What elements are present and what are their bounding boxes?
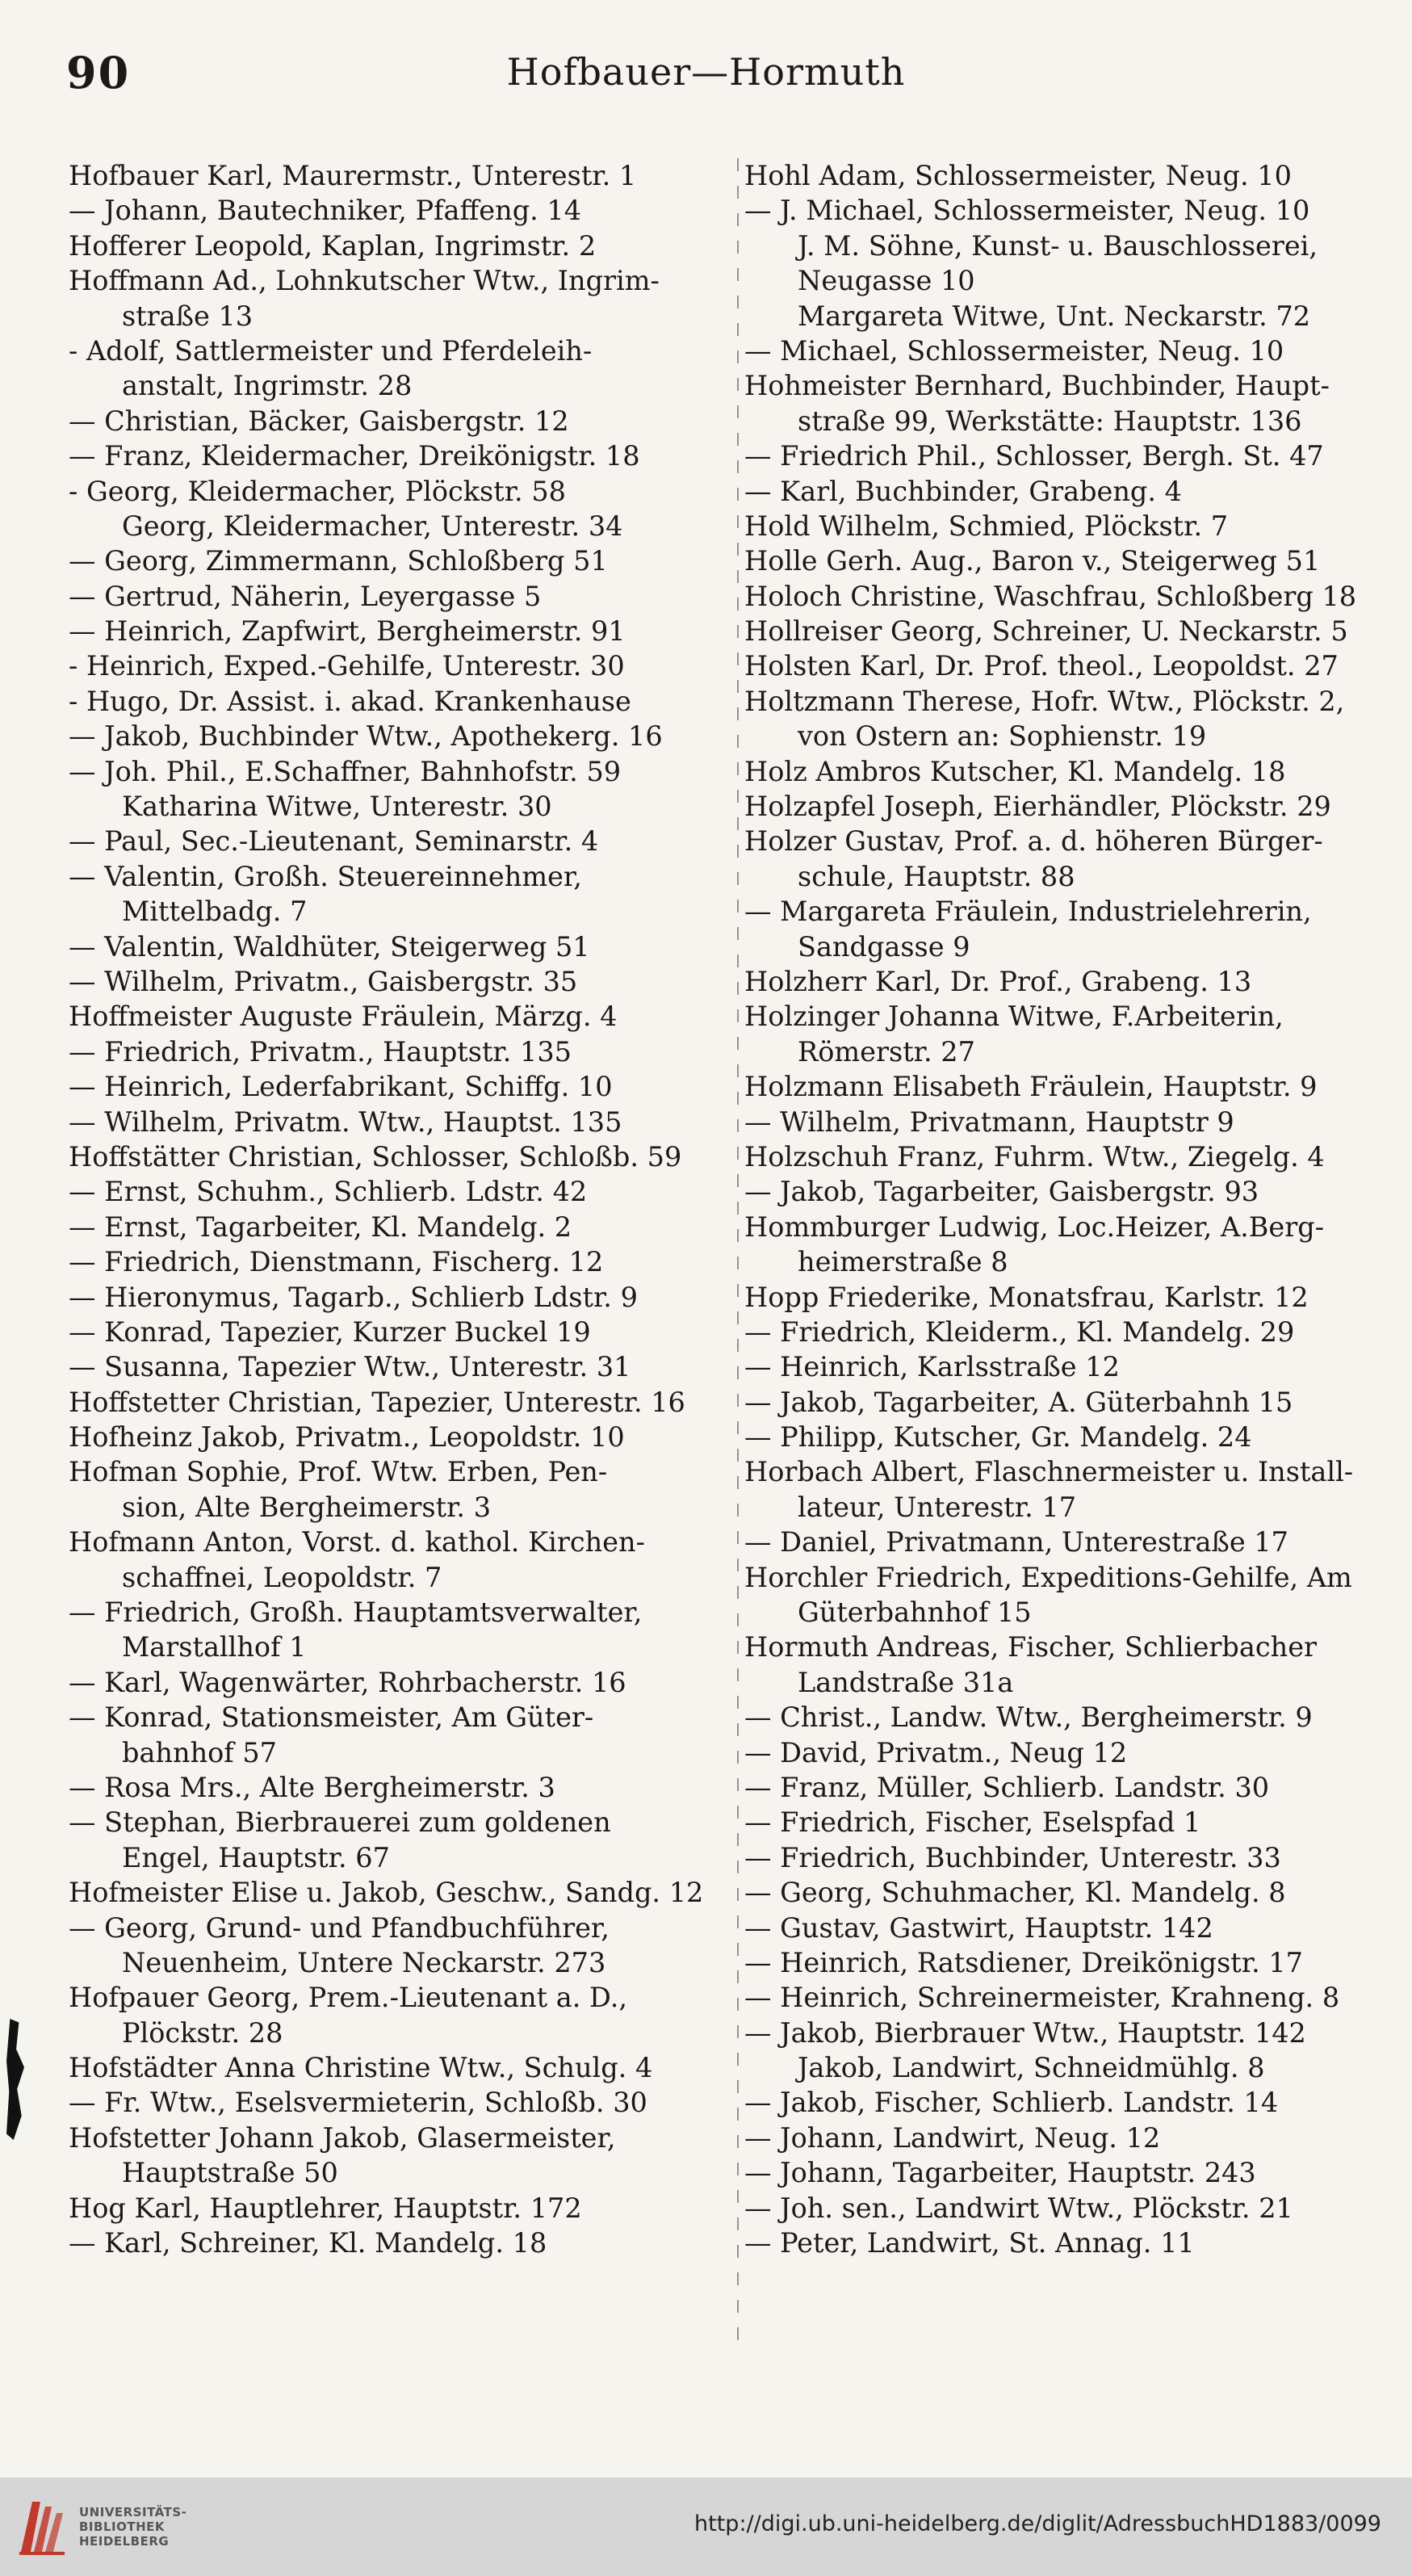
directory-entry-line: — Konrad, Tapezier, Kurzer Buckel 19 — [69, 1315, 591, 1348]
directory-entry-line: — Heinrich, Ratsdiener, Dreikönigstr. 17 — [744, 1946, 1304, 1978]
directory-entry-line: — Hieronymus, Tagarb., Schlierb Ldstr. 9 — [69, 1281, 638, 1313]
running-head: Hofbauer—Hormuth — [506, 50, 906, 94]
directory-entry-line: Hoffstätter Christian, Schlosser, Schloßb. 59 — [69, 1140, 682, 1173]
directory-entry-line: — Wilhelm, Privatm., Gaisbergstr. 35 — [69, 965, 578, 997]
directory-entry-line: Hoffmann Ad., Lohnkutscher Wtw., Ingrim- — [69, 265, 660, 297]
directory-entry-line: — Karl, Wagenwärter, Rohrbacherstr. 16 — [69, 1666, 626, 1698]
directory-entry-line: — Philipp, Kutscher, Gr. Mandelg. 24 — [744, 1421, 1252, 1454]
directory-entry-line: — Johann, Landwirt, Neug. 12 — [744, 2121, 1161, 2154]
directory-entry-line: - Adolf, Sattlermeister und Pferdeleih- — [69, 334, 593, 367]
directory-entry-line: Holzmann Elisabeth Fräulein, Hauptstr. 9 — [744, 1071, 1318, 1103]
library-name-line: BIBLIOTHEK — [79, 2519, 165, 2534]
directory-entry-line: Hohl Adam, Schlossermeister, Neug. 10 — [744, 160, 1292, 191]
directory-entry-line: — Heinrich, Schreinermeister, Krahneng. 8 — [744, 1982, 1340, 2014]
directory-entry-line: Holzapfel Joseph, Eierhändler, Plöckstr. 29 — [744, 791, 1331, 823]
directory-entry-line: Horchler Friedrich, Expeditions-Gehilfe, Am — [744, 1561, 1352, 1593]
directory-entry-line: Hoffmeister Auguste Fräulein, Märzg. 4 — [69, 1001, 618, 1033]
directory-entry-line: — Karl, Schreiner, Kl. Mandelg. 18 — [69, 2227, 547, 2259]
page-header — [0, 47, 1412, 103]
directory-entry-line: — Christian, Bäcker, Gaisbergstr. 12 — [69, 405, 569, 437]
directory-entry-line: — Georg, Grund- und Pfandbuchführer, — [69, 1911, 610, 1944]
directory-entry-line: — Friedrich Phil., Schlosser, Bergh. St. 47 — [744, 440, 1324, 472]
directory-entry-line: Holzherr Karl, Dr. Prof., Grabeng. 13 — [744, 965, 1252, 997]
column-divider — [737, 158, 739, 2355]
directory-entry-line: — Johann, Bautechniker, Pfaffeng. 14 — [69, 195, 582, 227]
directory-entry-line: Neuenheim, Untere Neckarstr. 273 — [122, 1946, 606, 1978]
university-logo-icon — [16, 2495, 68, 2557]
directory-entry-line: — Johann, Tagarbeiter, Hauptstr. 243 — [744, 2157, 1256, 2189]
directory-entry-line: — Georg, Schuhmacher, Kl. Mandelg. 8 — [744, 1877, 1286, 1909]
directory-entry-line: Hofpauer Georg, Prem.-Lieutenant a. D., — [69, 1982, 628, 2014]
directory-entry-line: Güterbahnhof 15 — [798, 1596, 1032, 1629]
directory-entry-line: von Ostern an: Sophienstr. 19 — [798, 720, 1207, 753]
directory-entry-line: Holzinger Johanna Witwe, F.Arbeiterin, — [744, 1001, 1284, 1033]
directory-entry-line: — Michael, Schlossermeister, Neug. 10 — [744, 334, 1284, 367]
directory-entry-line: — Jakob, Bierbrauer Wtw., Hauptstr. 142 — [744, 2016, 1306, 2049]
directory-entry-line: schaffnei, Leopoldstr. 7 — [122, 1561, 442, 1593]
directory-entry-line: Hofferer Leopold, Kaplan, Ingrimstr. 2 — [69, 229, 597, 262]
directory-entry-line: — Friedrich, Fischer, Eselspfad 1 — [744, 1806, 1201, 1839]
directory-entry-line: — Friedrich, Dienstmann, Fischerg. 12 — [69, 1246, 604, 1278]
directory-entry-line: — Rosa Mrs., Alte Bergheimerstr. 3 — [69, 1771, 555, 1803]
directory-entry-line: Landstraße 31a — [798, 1666, 1014, 1698]
directory-entry-line: — Christ., Landw. Wtw., Bergheimerstr. 9 — [744, 1701, 1313, 1734]
source-url-link[interactable]: http://digi.ub.uni-heidelberg.de/diglit/AdressbuchHD1883/0099 — [694, 2511, 1381, 2536]
directory-entry-line: Hofman Sophie, Prof. Wtw. Erben, Pen- — [69, 1456, 608, 1488]
directory-entry-line: — Jakob, Tagarbeiter, A. Güterbahnh 15 — [744, 1386, 1293, 1418]
directory-entry-line: Hopp Friederike, Monatsfrau, Karlstr. 12 — [744, 1281, 1309, 1313]
library-name-line: UNIVERSITÄTS- — [79, 2505, 187, 2519]
directory-entry-line: Hormuth Andreas, Fischer, Schlierbacher — [744, 1631, 1318, 1663]
directory-entry-line: — Susanna, Tapezier Wtw., Unterestr. 31 — [69, 1351, 631, 1383]
directory-entry-line: — Gustav, Gastwirt, Hauptstr. 142 — [744, 1911, 1213, 1944]
directory-entry-line: Katharina Witwe, Unterestr. 30 — [122, 791, 552, 823]
right-column — [744, 158, 1390, 2355]
directory-entry-line: Hold Wilhelm, Schmied, Plöckstr. 7 — [744, 510, 1229, 542]
directory-entry-line: - Georg, Kleidermacher, Plöckstr. 58 — [69, 475, 566, 507]
directory-entry-line: Holzer Gustav, Prof. a. d. höheren Bürger- — [744, 825, 1323, 858]
directory-entry-line: — Margareta Fräulein, Industrielehrerin, — [744, 896, 1312, 928]
directory-entry-line: straße 13 — [122, 300, 253, 332]
directory-entry-line: — Joh. Phil., E.Schaffner, Bahnhofstr. 59 — [69, 755, 622, 787]
directory-entry-line: Hommburger Ludwig, Loc.Heizer, A.Berg- — [744, 1210, 1325, 1243]
directory-entry-line: — Valentin, Großh. Steuereinnehmer, — [69, 860, 582, 892]
directory-entry-line: Neugasse 10 — [798, 265, 975, 297]
directory-entry-line: Hohmeister Bernhard, Buchbinder, Haupt- — [744, 370, 1330, 402]
directory-entry-line: - Heinrich, Exped.-Gehilfe, Unterestr. 30 — [69, 650, 625, 682]
directory-entry-line: — Jakob, Tagarbeiter, Gaisbergstr. 93 — [744, 1176, 1259, 1208]
directory-entry-line: — Friedrich, Kleiderm., Kl. Mandelg. 29 — [744, 1315, 1295, 1348]
directory-entry-line: Hofbauer Karl, Maurermstr., Unterestr. 1 — [69, 160, 637, 191]
directory-entry-line: bahnhof 57 — [122, 1736, 277, 1768]
directory-entry-line: — Heinrich, Lederfabrikant, Schiffg. 10 — [69, 1071, 613, 1103]
library-name-line: HEIDELBERG — [79, 2534, 170, 2549]
directory-entry-line: Engel, Hauptstr. 67 — [122, 1841, 390, 1873]
directory-entry-line: Sandgasse 9 — [798, 930, 970, 963]
directory-entry-line: schule, Hauptstr. 88 — [798, 860, 1075, 892]
directory-entry-line: — Jakob, Buchbinder Wtw., Apothekerg. 16 — [69, 720, 663, 753]
directory-entry-line: straße 99, Werkstätte: Hauptstr. 136 — [798, 405, 1302, 437]
left-column — [69, 158, 731, 2355]
directory-entry-line: — Ernst, Tagarbeiter, Kl. Mandelg. 2 — [69, 1210, 572, 1243]
directory-entry-line: - Hugo, Dr. Assist. i. akad. Krankenhause — [69, 685, 631, 717]
library-name — [79, 2505, 186, 2549]
page-number: 90 — [66, 47, 131, 99]
directory-entry-line: Römerstr. 27 — [798, 1035, 975, 1068]
directory-entry-line: Horbach Albert, Flaschnermeister u. Install- — [744, 1456, 1354, 1488]
directory-entry-line: Jakob, Landwirt, Schneidmühlg. 8 — [798, 2052, 1265, 2084]
directory-entry-line: anstalt, Ingrimstr. 28 — [122, 370, 413, 402]
directory-entry-line: Hog Karl, Hauptlehrer, Hauptstr. 172 — [69, 2192, 582, 2224]
directory-entry-line: — Friedrich, Privatm., Hauptstr. 135 — [69, 1035, 572, 1068]
directory-entry-line: — Konrad, Stationsmeister, Am Güter- — [69, 1701, 594, 1734]
directory-entry-line: lateur, Unterestr. 17 — [798, 1491, 1077, 1523]
directory-entry-line: Holz Ambros Kutscher, Kl. Mandelg. 18 — [744, 755, 1286, 787]
directory-entry-line: — Friedrich, Buchbinder, Unterestr. 33 — [744, 1841, 1281, 1873]
directory-entry-line: Hofstädter Anna Christine Wtw., Schulg. 4 — [69, 2052, 653, 2084]
directory-entry-line: — Jakob, Fischer, Schlierb. Landstr. 14 — [744, 2087, 1279, 2119]
directory-entry-line: — Joh. sen., Landwirt Wtw., Plöckstr. 21 — [744, 2192, 1293, 2224]
directory-entry-line: Holtzmann Therese, Hofr. Wtw., Plöckstr. 2, — [744, 685, 1345, 717]
directory-entry-line: Holoch Christine, Waschfrau, Schloßberg 18 — [744, 580, 1357, 612]
directory-entry-line: Holzschuh Franz, Fuhrm. Wtw., Ziegelg. 4 — [744, 1140, 1325, 1173]
directory-entry-line: Margareta Witwe, Unt. Neckarstr. 72 — [798, 300, 1311, 332]
directory-entry-line: — Daniel, Privatmann, Unterestraße 17 — [744, 1526, 1288, 1559]
margin-ink-mark — [6, 2019, 24, 2140]
directory-entry-line: — J. Michael, Schlossermeister, Neug. 10 — [744, 195, 1310, 227]
directory-entry-line: — Georg, Zimmermann, Schloßberg 51 — [69, 545, 608, 577]
directory-entry-line: — Stephan, Bierbrauerei zum goldenen — [69, 1806, 611, 1839]
directory-entry-line: — Gertrud, Näherin, Leyergasse 5 — [69, 580, 542, 612]
directory-entry-line: — David, Privatm., Neug 12 — [744, 1736, 1128, 1768]
directory-entry-line: Holsten Karl, Dr. Prof. theol., Leopoldst. 27 — [744, 650, 1339, 682]
directory-entry-line: Hoffstetter Christian, Tapezier, Unterestr. 16 — [69, 1386, 685, 1418]
directory-entry-line: — Heinrich, Zapfwirt, Bergheimerstr. 91 — [69, 615, 626, 648]
directory-entry-line: — Peter, Landwirt, St. Annag. 11 — [744, 2227, 1195, 2259]
directory-entry-line: Plöckstr. 28 — [122, 2016, 283, 2049]
footer-bar — [0, 2477, 1412, 2576]
directory-entry-line: sion, Alte Bergheimerstr. 3 — [122, 1491, 492, 1523]
directory-entry-line: — Wilhelm, Privatm. Wtw., Hauptst. 135 — [69, 1105, 622, 1138]
directory-entry-line: Marstallhof 1 — [122, 1631, 307, 1663]
directory-entry-line: Hofstetter Johann Jakob, Glasermeister, — [69, 2121, 616, 2154]
directory-entry-line: Holle Gerh. Aug., Baron v., Steigerweg 51 — [744, 545, 1321, 577]
directory-entry-line: Hollreiser Georg, Schreiner, U. Neckarstr. 5 — [744, 615, 1348, 648]
directory-entry-line: Mittelbadg. 7 — [122, 896, 308, 928]
directory-entry-line: — Friedrich, Großh. Hauptamtsverwalter, — [69, 1596, 643, 1629]
directory-entry-line: — Fr. Wtw., Eselsvermieterin, Schloßb. 30 — [69, 2087, 647, 2119]
directory-entry-line: J. M. Söhne, Kunst- u. Bauschlosserei, — [798, 229, 1318, 262]
directory-entry-line: Hauptstraße 50 — [122, 2157, 338, 2189]
directory-entry-line: — Valentin, Waldhüter, Steigerweg 51 — [69, 930, 590, 963]
directory-entry-line: Hofmann Anton, Vorst. d. kathol. Kirchen- — [69, 1526, 645, 1559]
directory-entry-line: Hofheinz Jakob, Privatm., Leopoldstr. 10 — [69, 1421, 625, 1454]
directory-entry-line: — Wilhelm, Privatmann, Hauptstr 9 — [744, 1105, 1234, 1138]
directory-entry-line: Hofmeister Elise u. Jakob, Geschw., Sandg. 12 — [69, 1877, 704, 1909]
directory-entry-line: — Paul, Sec.-Lieutenant, Seminarstr. 4 — [69, 825, 599, 858]
directory-entry-line: heimerstraße 8 — [798, 1246, 1008, 1278]
directory-entry-line: — Franz, Kleidermacher, Dreikönigstr. 18 — [69, 440, 640, 472]
directory-entry-line: — Ernst, Schuhm., Schlierb. Ldstr. 42 — [69, 1176, 588, 1208]
directory-entry-line: — Franz, Müller, Schlierb. Landstr. 30 — [744, 1771, 1270, 1803]
directory-entry-line: Georg, Kleidermacher, Unterestr. 34 — [122, 510, 623, 542]
directory-entry-line: — Heinrich, Karlsstraße 12 — [744, 1351, 1120, 1383]
directory-entry-line: — Karl, Buchbinder, Grabeng. 4 — [744, 475, 1182, 507]
